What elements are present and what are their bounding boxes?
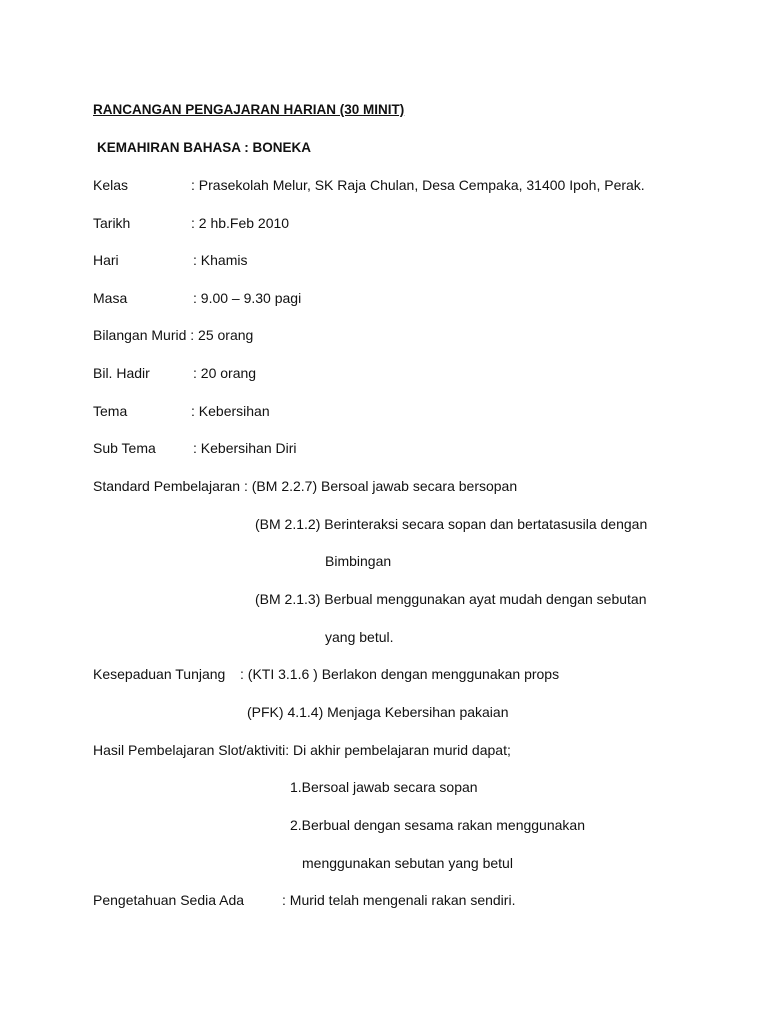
standard-line-4: yang betul. bbox=[325, 629, 394, 645]
field-label-tema: Tema bbox=[93, 403, 128, 419]
field-value-sub-tema: : Kebersihan Diri bbox=[193, 440, 297, 456]
kesepaduan-line-2: (PFK) 4.1.4) Menjaga Kebersihan pakaian bbox=[247, 704, 509, 720]
field-label-tarikh: Tarikh bbox=[93, 215, 131, 231]
kesepaduan-value: : (KTI 3.1.6 ) Berlakon dengan menggunakan props bbox=[240, 666, 560, 682]
field-bilangan-murid: Bilangan Murid : 25 orang bbox=[93, 327, 254, 343]
field-label-kelas: Kelas bbox=[93, 177, 129, 193]
hasil-pembelajaran: Hasil Pembelajaran Slot/aktiviti: Di akhir pembelajaran murid dapat; bbox=[93, 742, 511, 758]
field-value-masa: : 9.00 – 9.30 pagi bbox=[193, 290, 302, 306]
field-value-kelas: : Prasekolah Melur, SK Raja Chulan, Desa Cempaka, 31400 Ipoh, Perak. bbox=[191, 177, 645, 193]
kesepaduan-label: Kesepaduan Tunjang bbox=[93, 666, 226, 682]
pengetahuan-label: Pengetahuan Sedia Ada bbox=[93, 892, 245, 908]
field-value-hari: : Khamis bbox=[193, 252, 248, 268]
hasil-item-2: 2.Berbual dengan sesama rakan menggunakan bbox=[290, 817, 585, 833]
field-label-masa: Masa bbox=[93, 290, 128, 306]
field-value-tema: : Kebersihan bbox=[191, 403, 270, 419]
field-label-sub-tema: Sub Tema bbox=[93, 440, 156, 456]
document-title: RANCANGAN PENGAJARAN HARIAN (30 MINIT) bbox=[93, 102, 405, 117]
field-value-bil-hadir: : 20 orang bbox=[193, 365, 257, 381]
field-label-hari: Hari bbox=[93, 252, 119, 268]
standard-line-2: Bimbingan bbox=[325, 553, 392, 569]
standard-line-1: (BM 2.1.2) Berinteraksi secara sopan dan bertatasusila dengan bbox=[255, 516, 648, 532]
standard-pembelajaran: Standard Pembelajaran : (BM 2.2.7) Bersoal jawab secara bersopan bbox=[93, 478, 518, 494]
standard-line-3: (BM 2.1.3) Berbual menggunakan ayat mudah dengan sebutan bbox=[255, 591, 647, 607]
pengetahuan-value: : Murid telah mengenali rakan sendiri. bbox=[282, 892, 516, 908]
hasil-item-3: menggunakan sebutan yang betul bbox=[302, 855, 513, 871]
document-subtitle: KEMAHIRAN BAHASA : BONEKA bbox=[97, 140, 311, 155]
field-label-bil-hadir: Bil. Hadir bbox=[93, 365, 150, 381]
hasil-item-1: 1.Bersoal jawab secara sopan bbox=[290, 779, 478, 795]
field-value-tarikh: : 2 hb.Feb 2010 bbox=[191, 215, 290, 231]
